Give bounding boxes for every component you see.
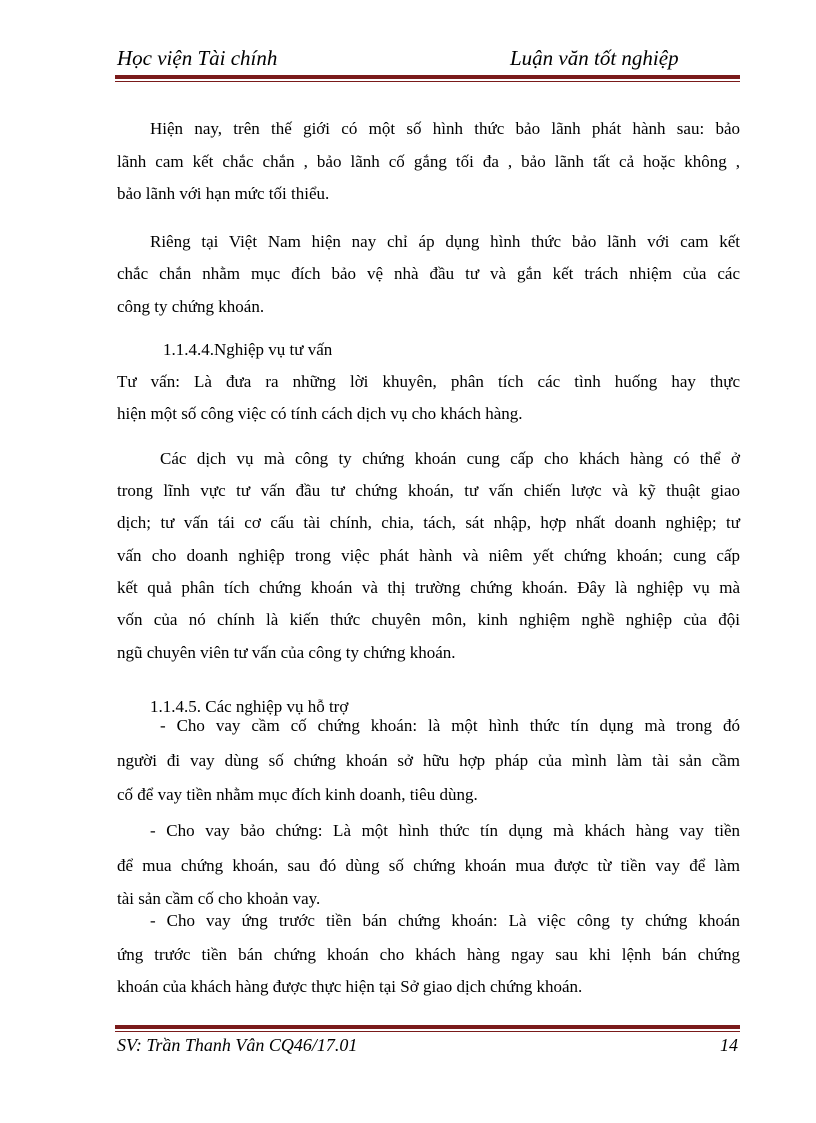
header-rule [115,75,740,79]
paragraph-line: Các dịch vụ mà công ty chứng khoán cung cấp cho khách hàng có thể ở [160,449,740,468]
paragraph-line: trong lĩnh vực tư vấn đầu tư chứng khoán, tư vấn chiến lược và kỹ thuật giao [117,481,740,500]
paragraph-line: tài sản cầm cố cho khoản vay. [117,889,321,908]
footer-left: SV: Trần Thanh Vân CQ46/17.01 [117,1035,358,1055]
section-heading: 1.1.4.4.Nghiệp vụ tư vấn [163,340,333,359]
paragraph-line: hiện một số công việc có tính cách dịch vụ cho khách hàng. [117,404,523,423]
paragraph-line: ngũ chuyên viên tư vấn của công ty chứng khoán. [117,643,456,662]
header-left: Học viện Tài chính [117,46,278,70]
paragraph-line: bảo lãnh với hạn mức tối thiểu. [117,184,330,203]
section-heading: 1.1.4.5. Các nghiệp vụ hỗ trợ [150,697,349,716]
paragraph-line: Tư vấn: Là đưa ra những lời khuyên, phân tích các tình huống hay thực [117,372,740,391]
paragraph-line: khoán của khách hàng được thực hiện tại Sở giao dịch chứng khoán. [117,977,583,996]
footer-rule [115,1025,740,1029]
paragraph-line: công ty chứng khoán. [117,297,265,316]
paragraph-line: vốn của nó chính là kiến thức chuyên môn, kinh nghiệm nghề nghiệp của đội [117,610,740,629]
paragraph-line: lãnh cam kết chắc chắn , bảo lãnh cố gắng tối đa , bảo lãnh tất cả hoặc không , [117,152,740,171]
paragraph-line: - Cho vay cầm cố chứng khoán: là một hình thức tín dụng mà trong đó [160,716,740,735]
paragraph-line: để mua chứng khoán, sau đó dùng số chứng khoán mua được từ tiền vay để làm [117,856,740,875]
header-right: Luận văn tốt nghiệp [510,46,679,70]
paragraph-line: vấn cho doanh nghiệp trong việc phát hành và niêm yết chứng khoán; cung cấp [117,546,740,565]
paragraph-line: chắc chắn nhằm mục đích bảo vệ nhà đầu tư và gắn kết trách nhiệm của các [117,264,740,283]
paragraph-line: - Cho vay ứng trước tiền bán chứng khoán: Là việc công ty chứng khoán [150,911,740,930]
paragraph-line: - Cho vay bảo chứng: Là một hình thức tín dụng mà khách hàng vay tiền [150,821,740,840]
footer-rule-thin [115,1031,740,1032]
paragraph-line: người đi vay dùng số chứng khoán sở hữu hợp pháp của mình làm tài sản cầm [117,751,740,770]
paragraph-line: ứng trước tiền bán chứng khoán cho khách hàng ngay sau khi lệnh bán chứng [117,945,740,964]
paragraph-line: Riêng tại Việt Nam hiện nay chỉ áp dụng hình thức bảo lãnh với cam kết [150,232,740,251]
page-number: 14 [720,1035,738,1055]
paragraph-line: kết quả phân tích chứng khoán và thị trường chứng khoán. Đây là nghiệp vụ mà [117,578,740,597]
paragraph-line: Hiện nay, trên thế giới có một số hình thức bảo lãnh phát hành sau: bảo [150,119,740,138]
paragraph-line: cố để vay tiền nhằm mục đích kinh doanh, tiêu dùng. [117,785,478,804]
paragraph-line: dịch; tư vấn tái cơ cấu tài chính, chia, tách, sát nhập, hợp nhất doanh nghiệp; tư [117,513,740,532]
header-rule-thin [115,81,740,82]
